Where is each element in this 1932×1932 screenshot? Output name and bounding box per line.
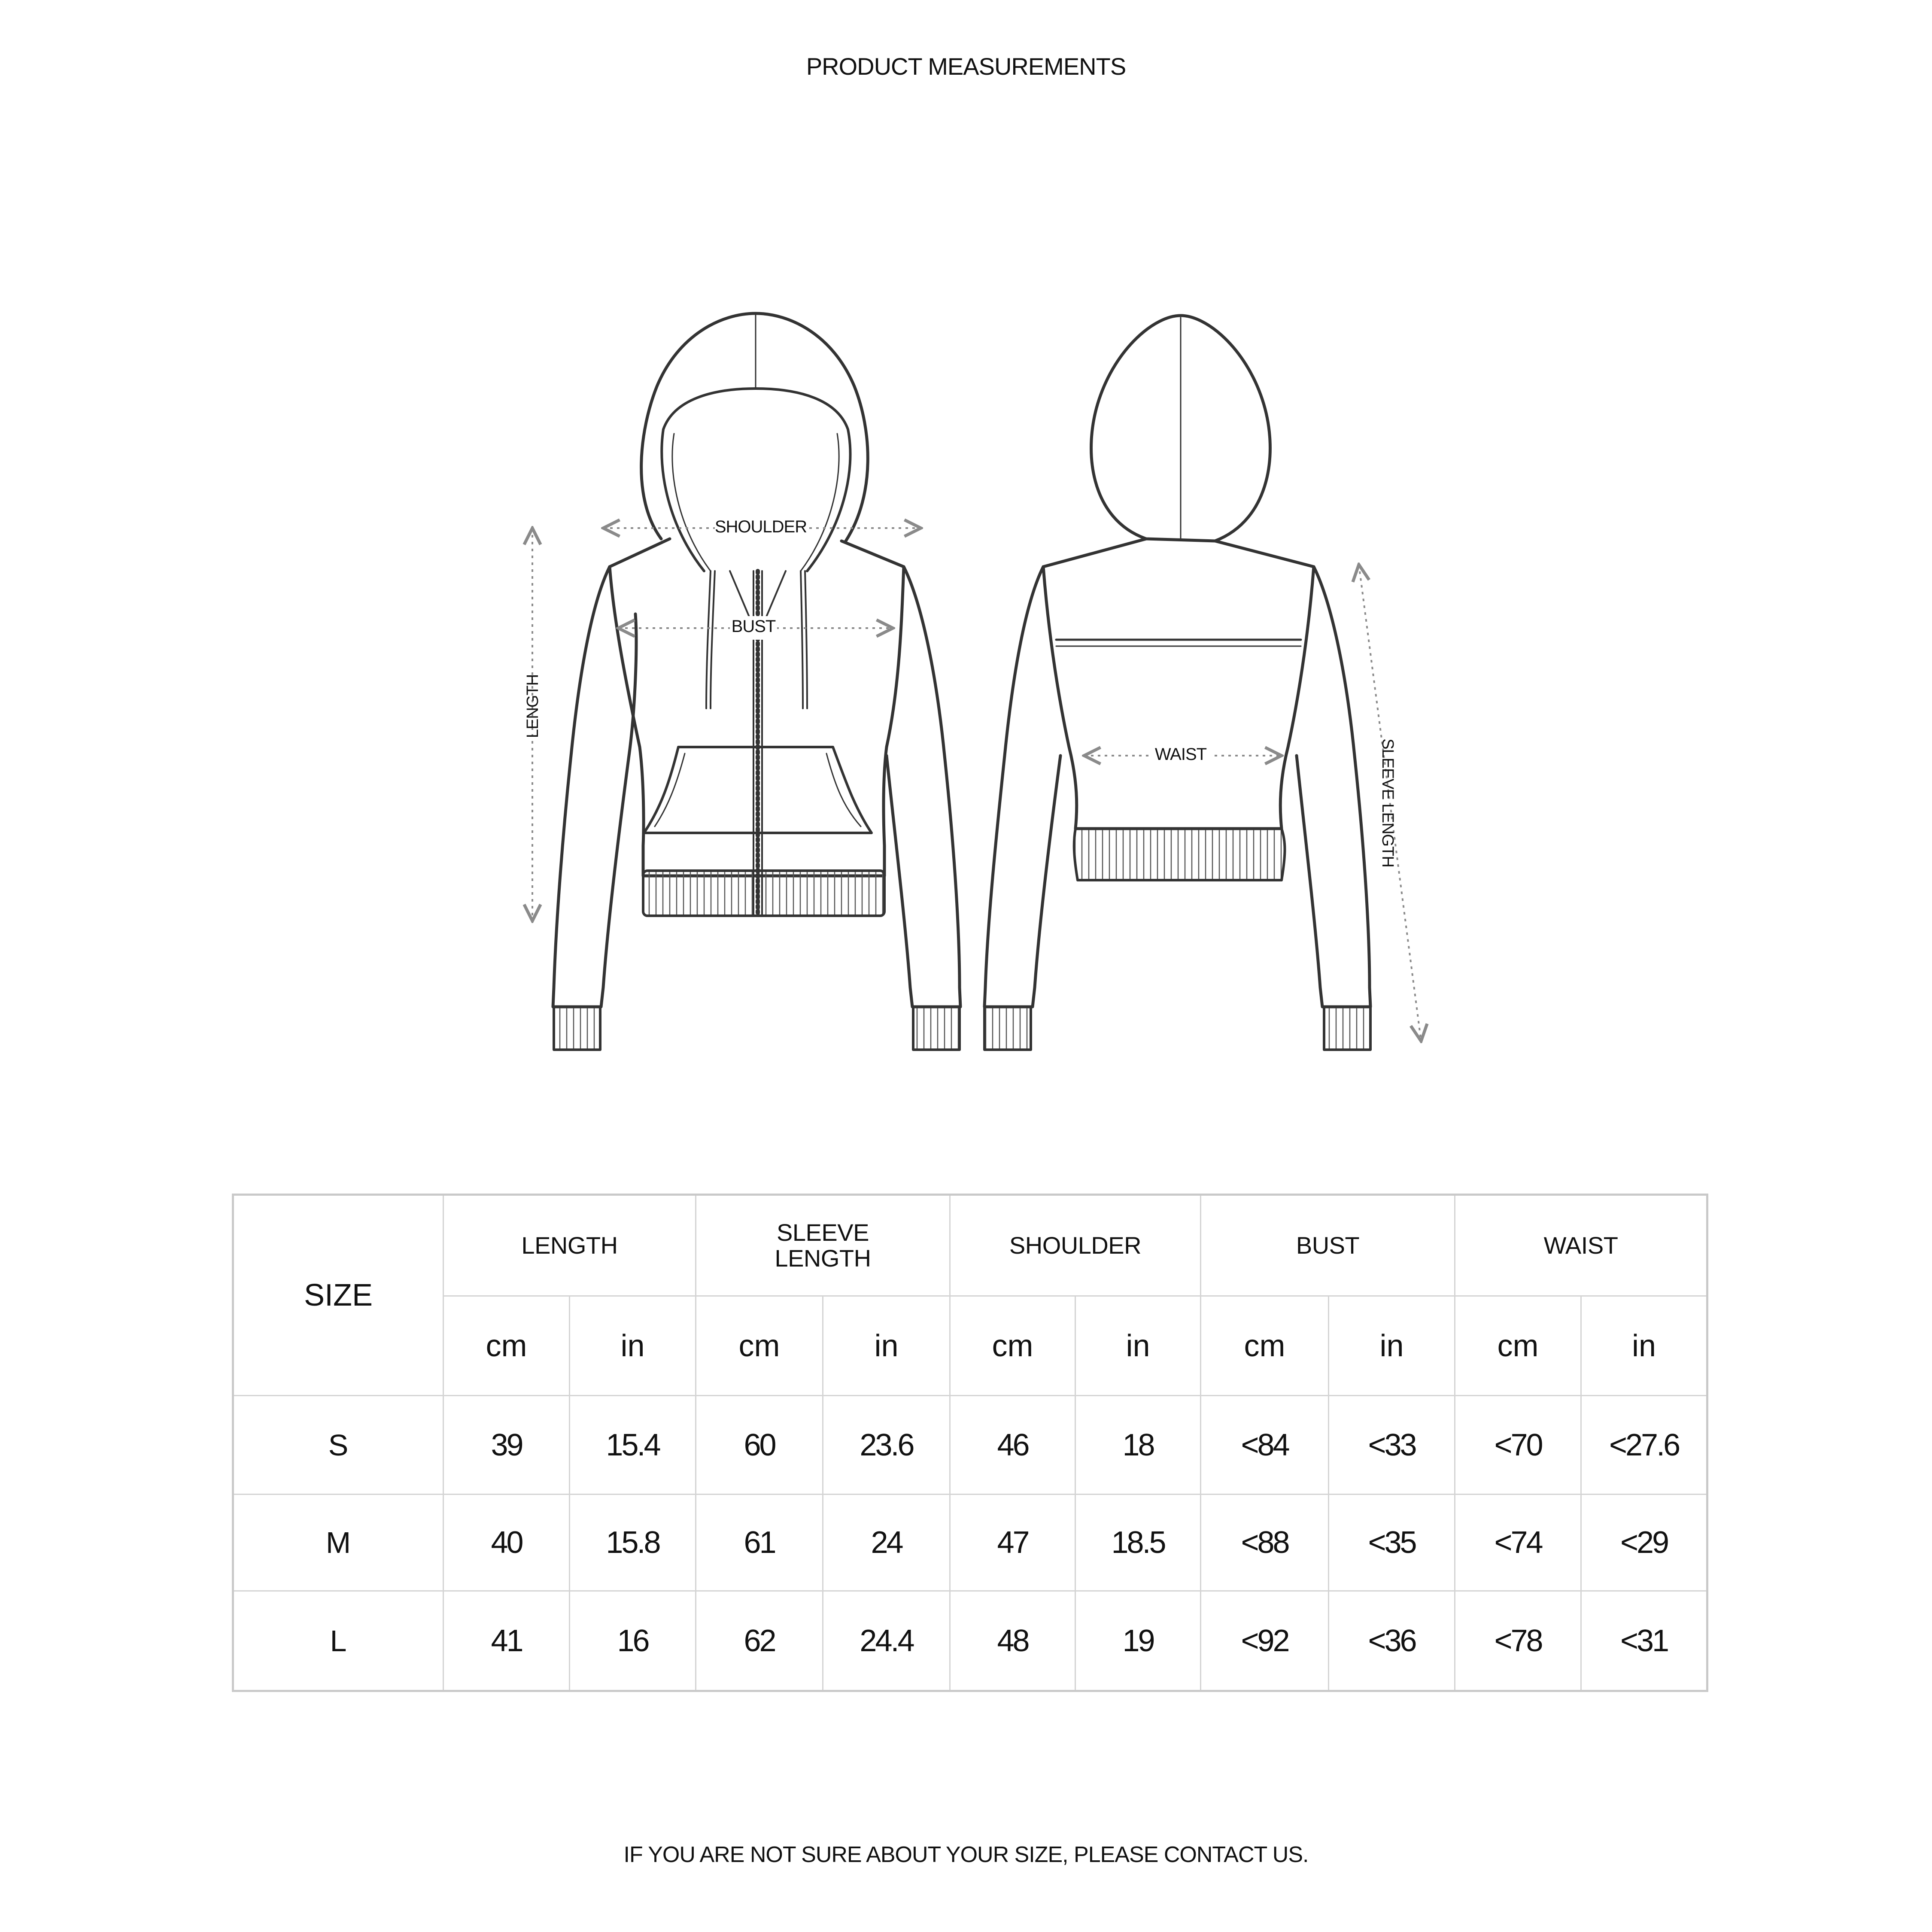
unit-header: in bbox=[823, 1296, 950, 1396]
bust-label: BUST bbox=[731, 617, 776, 636]
table-row bbox=[233, 1495, 1707, 1591]
unit-header: in bbox=[1581, 1296, 1707, 1396]
unit-header: cm bbox=[950, 1296, 1075, 1396]
front-view bbox=[553, 313, 960, 1050]
value-cell: <84 bbox=[1201, 1396, 1329, 1495]
front-hood bbox=[641, 313, 868, 541]
units-row bbox=[233, 1296, 1707, 1396]
waist-label: WAIST bbox=[1154, 745, 1207, 764]
size-column-header: SIZE bbox=[233, 1195, 444, 1396]
value-cell: <92 bbox=[1201, 1591, 1329, 1691]
value-cell: 24 bbox=[823, 1495, 950, 1591]
footer-note: IF YOU ARE NOT SURE ABOUT YOUR SIZE, PLEASE CONTACT US. bbox=[623, 1842, 1309, 1867]
value-cell: <27.6 bbox=[1581, 1396, 1707, 1495]
front-right-sleeve bbox=[887, 567, 960, 1007]
table-row bbox=[233, 1591, 1707, 1691]
value-cell: 40 bbox=[444, 1495, 570, 1591]
back-view bbox=[984, 316, 1370, 1050]
value-cell: 23.6 bbox=[823, 1396, 950, 1495]
unit-header: cm bbox=[696, 1296, 823, 1396]
sleeve-length-label: SLEEVE LENGTH bbox=[1379, 738, 1397, 867]
unit-header: in bbox=[570, 1296, 696, 1396]
value-cell: 48 bbox=[950, 1591, 1075, 1691]
unit-header: in bbox=[1329, 1296, 1455, 1396]
shoulder-label: SHOULDER bbox=[714, 517, 807, 536]
unit-header: cm bbox=[1201, 1296, 1329, 1396]
front-left-sleeve bbox=[553, 567, 636, 1007]
value-cell: 18.5 bbox=[1075, 1495, 1201, 1591]
value-cell: 18 bbox=[1075, 1396, 1201, 1495]
value-cell: <70 bbox=[1455, 1396, 1581, 1495]
size-cell: L bbox=[233, 1591, 444, 1691]
unit-header: cm bbox=[1455, 1296, 1581, 1396]
value-cell: 19 bbox=[1075, 1591, 1201, 1691]
value-cell: 60 bbox=[696, 1396, 823, 1495]
value-cell: <35 bbox=[1329, 1495, 1455, 1591]
value-cell: <33 bbox=[1329, 1396, 1455, 1495]
length-column-header: LENGTH bbox=[444, 1195, 696, 1296]
value-cell: <31 bbox=[1581, 1591, 1707, 1691]
value-cell: 46 bbox=[950, 1396, 1075, 1495]
back-body bbox=[1043, 539, 1314, 829]
sleeve-length-column-header: SLEEVE LENGTH bbox=[696, 1195, 950, 1296]
value-cell: 24.4 bbox=[823, 1591, 950, 1691]
value-cell: 15.8 bbox=[570, 1495, 696, 1591]
bust-column-header: BUST bbox=[1201, 1195, 1455, 1296]
unit-header: in bbox=[1075, 1296, 1201, 1396]
value-cell: <88 bbox=[1201, 1495, 1329, 1591]
value-cell: <29 bbox=[1581, 1495, 1707, 1591]
page-title: PRODUCT MEASUREMENTS bbox=[806, 53, 1126, 80]
value-cell: 47 bbox=[950, 1495, 1075, 1591]
unit-header: cm bbox=[444, 1296, 570, 1396]
size-cell: M bbox=[233, 1495, 444, 1591]
shoulder-column-header: SHOULDER bbox=[950, 1195, 1201, 1296]
waist-column-header: WAIST bbox=[1455, 1195, 1707, 1296]
value-cell: 39 bbox=[444, 1396, 570, 1495]
value-cell: <74 bbox=[1455, 1495, 1581, 1591]
size-chart-table bbox=[232, 1194, 1708, 1692]
value-cell: <78 bbox=[1455, 1591, 1581, 1691]
value-cell: 61 bbox=[696, 1495, 823, 1591]
value-cell: <36 bbox=[1329, 1591, 1455, 1691]
length-label: LENGTH bbox=[524, 674, 542, 738]
value-cell: 16 bbox=[570, 1591, 696, 1691]
table-row bbox=[233, 1396, 1707, 1495]
value-cell: 41 bbox=[444, 1591, 570, 1691]
value-cell: 62 bbox=[696, 1591, 823, 1691]
table-header-row bbox=[233, 1195, 1707, 1296]
value-cell: 15.4 bbox=[570, 1396, 696, 1495]
size-cell: S bbox=[233, 1396, 444, 1495]
